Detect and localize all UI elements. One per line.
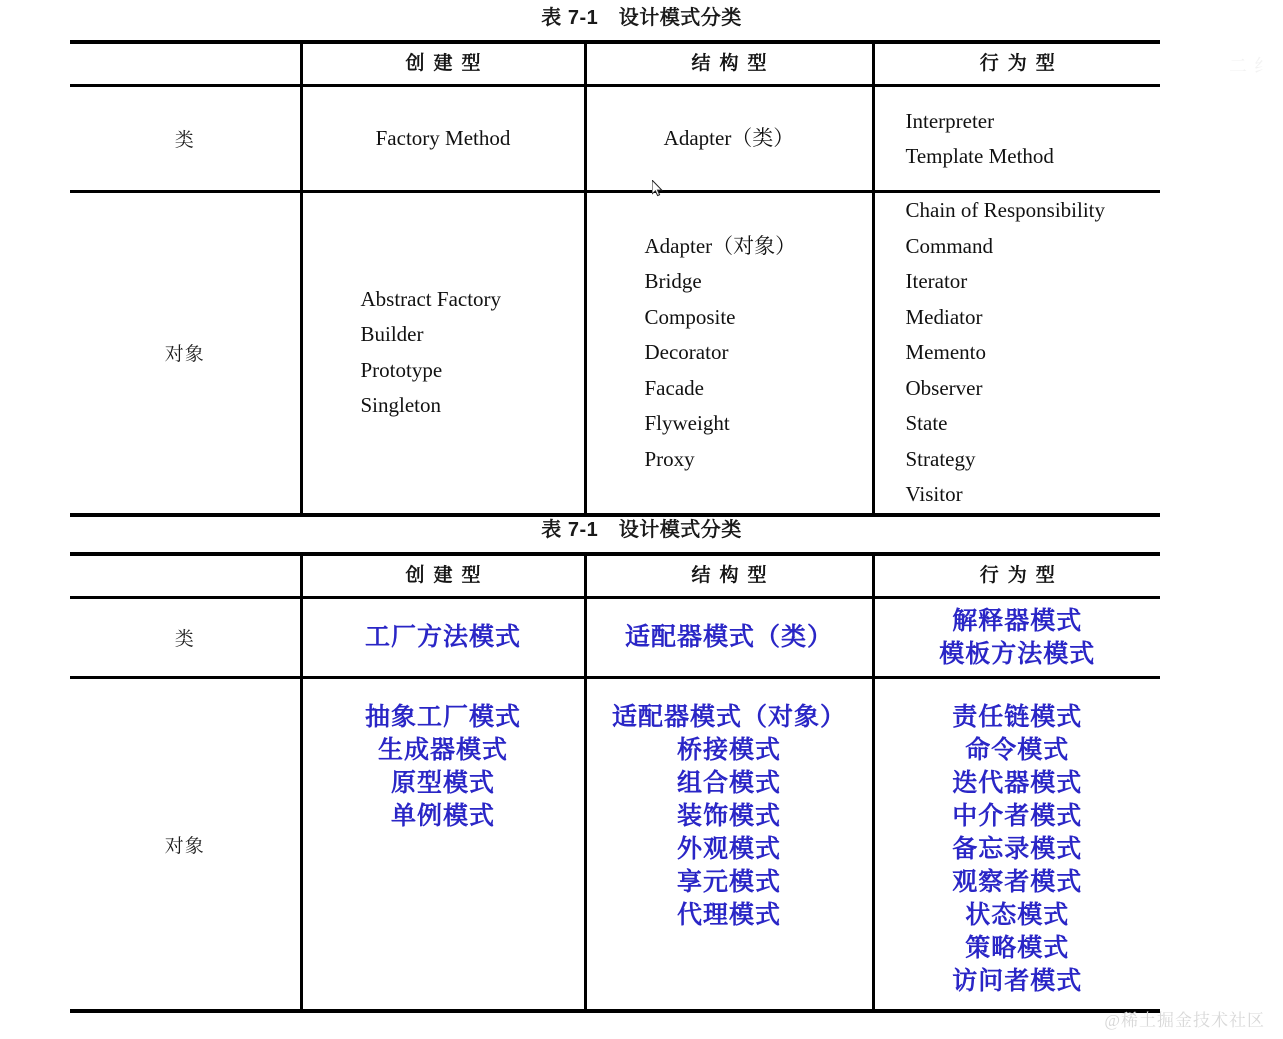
figure-design-patterns-chinese — [0, 512, 1283, 1013]
cell-class-structural — [585, 86, 873, 192]
row-label-class: 类 — [70, 86, 301, 192]
list-item: 单例模式 — [390, 802, 495, 830]
list-item: 原型模式 — [390, 769, 495, 797]
list-item: 抽象工厂模式 — [364, 703, 521, 731]
header-cell-creational: 创建型 — [301, 42, 585, 86]
cell-object-structural — [585, 678, 873, 1012]
list-item: Adapter（对象） — [644, 233, 797, 258]
header-cell-blank — [70, 42, 301, 86]
cell-object-structural — [585, 192, 873, 515]
cell-object-creational — [301, 192, 585, 515]
list-item: 迭代器模式 — [952, 769, 1083, 797]
figure-design-patterns-english — [0, 0, 1283, 517]
list-item: 组合模式 — [676, 769, 781, 797]
list-item: Memento — [905, 340, 986, 364]
list-item: Adapter（类） — [663, 126, 795, 150]
table-row-object — [70, 678, 1160, 1012]
row-label-object: 对象 — [70, 678, 301, 1012]
list-item: 解释器模式 — [952, 606, 1083, 635]
row-label-object: 对象 — [70, 192, 301, 515]
list-item: 装饰模式 — [676, 802, 781, 830]
list-item: Observer — [905, 375, 983, 400]
list-item: Template Method — [905, 143, 1054, 168]
list-item: Proxy — [644, 446, 695, 471]
list-item: Abstract Factory — [360, 286, 502, 311]
list-item: 模板方法模式 — [939, 639, 1096, 668]
header-cell-behavioral: 行为型 — [873, 554, 1160, 598]
list-item: State — [905, 411, 948, 435]
header-cell-behavioral: 行为型 — [873, 42, 1160, 86]
list-item: Builder — [360, 322, 424, 347]
list-item: Iterator — [905, 269, 968, 293]
list-item: 状态模式 — [965, 901, 1070, 929]
list-item: Singleton — [360, 393, 442, 418]
list-item: Decorator — [644, 340, 729, 364]
row-label-class: 类 — [70, 598, 301, 678]
header-cell-creational: 创建型 — [301, 554, 585, 598]
list-item: 适配器模式（对象） — [611, 703, 846, 731]
table-caption-english: 表 7-1 设计模式分类 — [541, 7, 742, 29]
cell-object-creational — [301, 678, 585, 1012]
list-item: 适配器模式（类） — [624, 623, 833, 651]
header-cell-blank — [70, 554, 301, 598]
design-pattern-table-chinese — [70, 552, 1160, 1013]
watermark-text: @稀土掘金技术社区 — [1104, 1011, 1265, 1030]
list-item: 工厂方法模式 — [364, 623, 521, 651]
cell-class-structural — [585, 598, 873, 678]
list-item: Strategy — [905, 446, 976, 471]
list-item: 桥接模式 — [676, 736, 781, 764]
cell-class-creational — [301, 598, 585, 678]
table-row-class — [70, 86, 1160, 192]
list-item: Interpreter — [905, 108, 995, 133]
list-item: Prototype — [360, 357, 443, 382]
header-cell-structural: 结构型 — [585, 554, 873, 598]
list-item: Mediator — [905, 304, 983, 329]
table-header-row — [70, 42, 1160, 86]
list-item: 备忘录模式 — [952, 835, 1083, 863]
list-item: Visitor — [905, 482, 963, 506]
list-item: 命令模式 — [965, 736, 1070, 764]
list-item: Chain of Responsibility — [905, 198, 1105, 222]
cell-class-behavioral — [873, 598, 1160, 678]
list-item: 享元模式 — [676, 868, 781, 896]
list-item: 中介者模式 — [952, 802, 1083, 830]
list-item: 访问者模式 — [952, 967, 1083, 995]
design-pattern-table-english — [70, 40, 1160, 517]
list-item: Composite — [644, 304, 736, 329]
table-caption-chinese: 表 7-1 设计模式分类 — [541, 519, 742, 541]
page-edge-artifact: 二 纟 — [1229, 56, 1274, 76]
list-item: Bridge — [644, 269, 702, 293]
list-item: 观察者模式 — [952, 868, 1083, 896]
header-cell-structural: 结构型 — [585, 42, 873, 86]
cell-object-behavioral — [873, 192, 1160, 515]
list-item: 外观模式 — [676, 835, 781, 863]
table-header-row — [70, 554, 1160, 598]
list-item: Facade — [644, 375, 704, 400]
table-row-object — [70, 192, 1160, 515]
cell-class-creational — [301, 86, 585, 192]
table-row-class — [70, 598, 1160, 678]
list-item: Command — [905, 233, 993, 258]
cell-object-behavioral — [873, 678, 1160, 1012]
list-item: Flyweight — [644, 411, 730, 435]
cell-class-behavioral — [873, 86, 1160, 192]
list-item: 代理模式 — [676, 901, 781, 929]
list-item: 生成器模式 — [377, 736, 508, 764]
list-item: 策略模式 — [965, 934, 1070, 962]
list-item: Factory Method — [375, 126, 511, 150]
list-item: 责任链模式 — [952, 703, 1083, 731]
